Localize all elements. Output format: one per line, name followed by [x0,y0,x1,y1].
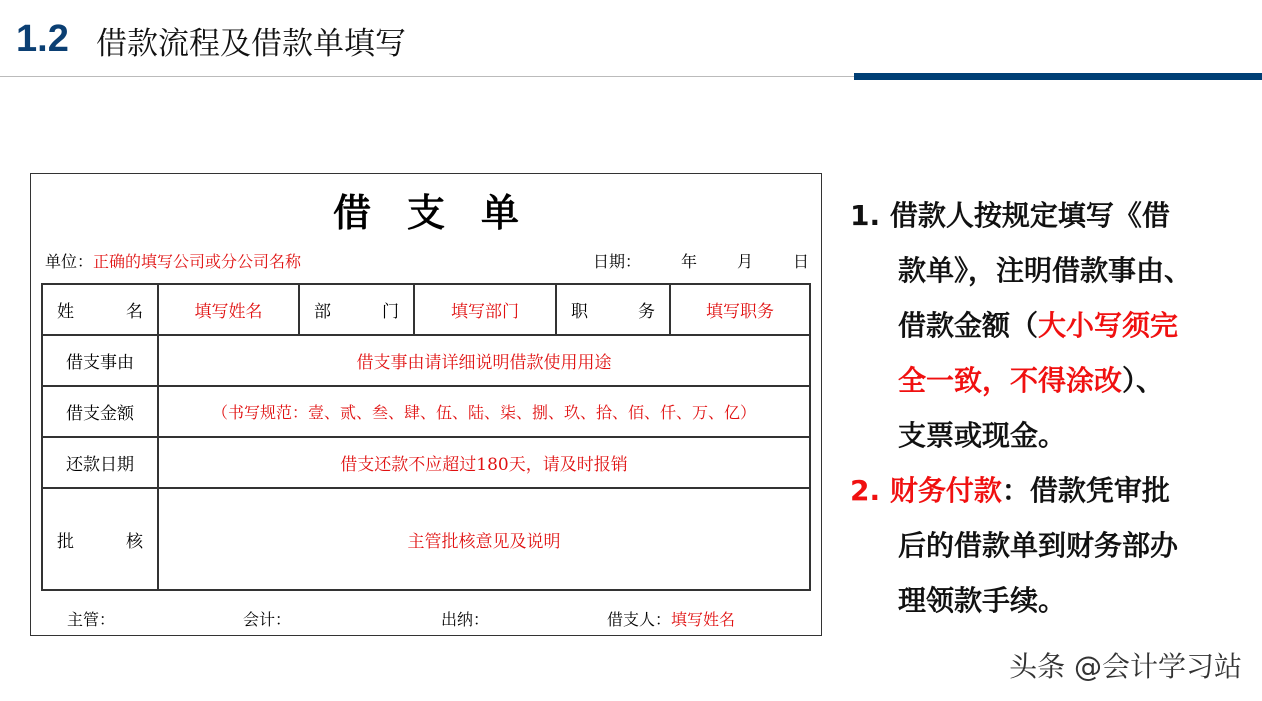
dept-label-1: 部 [314,302,331,322]
approve-label-1: 批 [57,531,74,552]
note-text: 借款金额（ [898,309,1039,342]
borrower-value: 填写姓名 [671,610,736,629]
watermark: 头条 @会计学习站 [1009,650,1242,683]
unit-label: 单位： [45,252,94,271]
approve-label-2: 核 [126,531,143,552]
table-row [42,437,810,488]
form-table [41,283,811,591]
day-label: 日 [792,252,809,271]
cashier-label: 出纳： [441,610,490,629]
title-label-2: 务 [638,302,655,322]
loan-form [30,173,822,636]
note-highlight: 全一致，不得涂改 [898,364,1123,397]
year-label: 年 [680,252,697,271]
note-highlight: 大小写须完 [1038,309,1179,342]
date-label: 日期： [592,252,641,271]
dept-value: 填写部门 [414,284,556,335]
note-line: 款单》，注明借款事由、 [898,254,1193,287]
table-row [42,335,810,386]
note-number: 2. [850,474,890,507]
section-number: 1.2 [16,18,69,60]
note-text: ）、 [1122,364,1165,397]
dept-label-2: 门 [382,302,399,322]
title-label-1: 职 [571,302,588,322]
note-highlight: 财务付款 [889,474,1002,507]
title-value: 填写职务 [670,284,810,335]
approve-value: 主管批核意见及说明 [158,488,810,590]
instructions [850,188,1192,628]
borrower-label: 借支人： [607,610,672,629]
table-row [42,284,810,335]
note-line: 支票或现金。 [898,419,1067,452]
accountant-label: 会计： [243,610,292,629]
amount-label: 借支金额 [42,386,158,437]
date-line [593,249,809,272]
repay-label: 还款日期 [42,437,158,488]
reason-value: 借支事由请详细说明借款使用用途 [158,335,810,386]
note-text: ：借款凭审批 [1001,474,1170,507]
header-accent-bar [854,73,1262,80]
unit-value: 正确的填写公司或分公司名称 [93,252,302,271]
note-line: 后的借款单到财务部办 [898,529,1179,562]
header-divider [0,76,860,77]
name-label-1: 姓 [57,302,74,322]
amount-value: （书写规范：壹、贰、叁、肆、伍、陆、柒、捌、玖、拾、佰、仟、万、亿） [158,386,810,437]
note-line [850,298,1192,353]
name-label-2: 名 [126,302,143,322]
note-line [850,353,1192,408]
page-title: 借款流程及借款单填写 [96,26,406,62]
month-label: 月 [736,252,753,271]
note-line: 理领款手续。 [898,584,1067,617]
reason-label: 借支事由 [42,335,158,386]
table-row [42,488,810,590]
form-title: 借支单 [332,190,555,235]
note-line [850,463,1192,518]
supervisor-label: 主管： [67,610,116,629]
note-line: 1. 借款人按规定填写《借 [850,199,1170,232]
table-row [42,386,810,437]
repay-value: 借支还款不应超过180天，请及时报销 [158,437,810,488]
name-value: 填写姓名 [158,284,299,335]
unit-line [45,249,301,272]
